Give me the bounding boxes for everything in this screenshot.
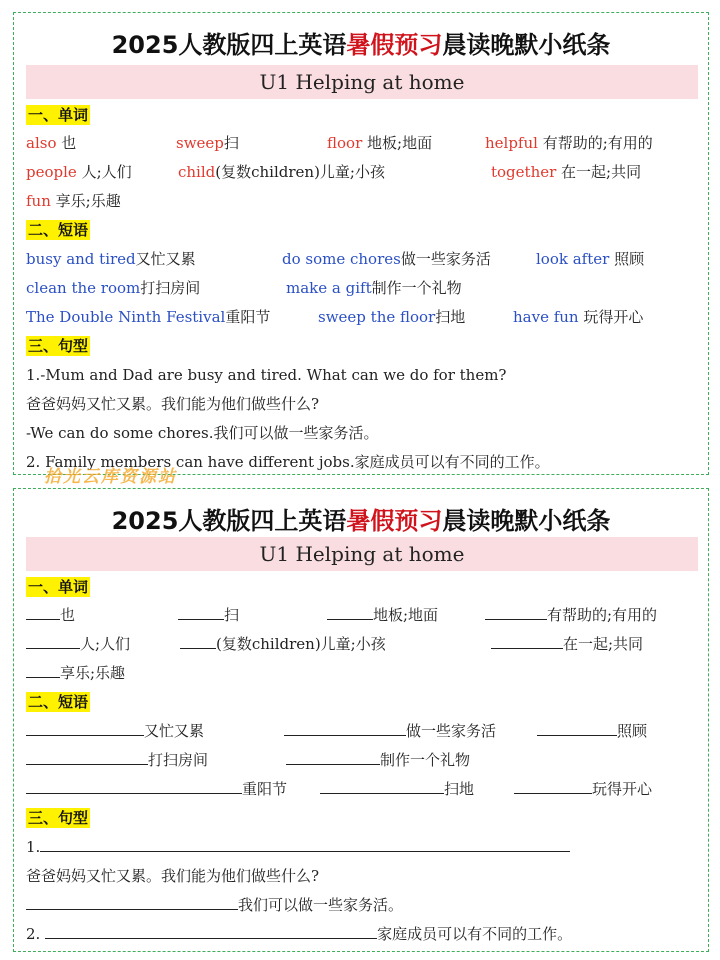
word-item: helpful 有帮助的;有用的 — [485, 134, 653, 152]
phrase-blank-item: 又忙又累 — [26, 721, 204, 741]
answer-blank[interactable] — [514, 779, 592, 794]
word-blank-item: 也 — [26, 605, 75, 625]
section-phrases-heading: 二、短语 — [28, 221, 89, 239]
answer-blank[interactable] — [45, 924, 377, 939]
answer-blank[interactable] — [26, 721, 144, 736]
word-blank-item: (复数children)儿童;小孩 — [180, 634, 386, 654]
answer-blank[interactable] — [537, 721, 617, 736]
word-item: together 在一起;共同 — [491, 163, 642, 181]
card-title — [14, 501, 708, 536]
phrase-item: The Double Ninth Festival重阳节 — [26, 308, 271, 326]
watermark-text: 拾光云库资源站 — [44, 467, 177, 487]
word-item: floor 地板;地面 — [327, 134, 433, 152]
phrase-blank-item: 做一些家务活 — [284, 721, 496, 741]
answer-blank[interactable] — [180, 634, 216, 649]
phrase-blank-item: 打扫房间 — [26, 750, 208, 770]
answer-blank[interactable] — [26, 634, 80, 649]
phrase-blank-item: 照顾 — [537, 721, 647, 741]
word-item: fun 享乐;乐趣 — [26, 192, 121, 210]
unit-banner: U1 Helping at home — [26, 65, 698, 99]
answer-blank[interactable] — [26, 663, 60, 678]
title-highlight: 暑假预习 — [346, 31, 443, 59]
answer-blank[interactable] — [327, 605, 373, 620]
word-item: child(复数children)儿童;小孩 — [178, 163, 385, 181]
phrase-item: look after 照顾 — [536, 250, 645, 268]
word-blank-item: 在一起;共同 — [491, 634, 643, 654]
phrase-item: sweep the floor扫地 — [318, 308, 466, 326]
sentence-blank-line: 我们可以做一些家务活。 — [26, 895, 403, 915]
word-blank-item: 有帮助的;有用的 — [485, 605, 657, 625]
answer-blank[interactable] — [320, 779, 444, 794]
phrase-blank-item: 玩得开心 — [514, 779, 652, 799]
phrase-item: busy and tired又忙又累 — [26, 250, 196, 268]
phrase-blank-item: 制作一个礼物 — [286, 750, 470, 770]
study-card-answers — [13, 12, 709, 475]
title-text: 2025人教版四上英语 — [111, 31, 347, 59]
answer-blank[interactable] — [26, 895, 238, 910]
sentence-blank-line: 2. 家庭成员可以有不同的工作。 — [26, 925, 573, 943]
sentence-line: -We can do some chores.我们可以做一些家务活。 — [26, 424, 379, 442]
card-title — [14, 25, 708, 60]
answer-blank[interactable] — [26, 750, 148, 765]
section-words-heading: 一、单词 — [28, 578, 89, 596]
study-card-blanks — [13, 488, 709, 952]
answer-blank[interactable] — [284, 721, 406, 736]
phrase-item: make a gift制作一个礼物 — [286, 279, 462, 297]
word-item: sweep扫 — [176, 134, 239, 152]
word-blank-item: 扫 — [178, 605, 239, 625]
answer-blank[interactable] — [485, 605, 547, 620]
section-sentences-heading: 三、句型 — [28, 809, 89, 827]
title-text: 2025人教版四上英语 — [111, 507, 347, 535]
word-blank-item: 地板;地面 — [327, 605, 438, 625]
word-blank-item: 人;人们 — [26, 634, 130, 654]
answer-blank[interactable] — [26, 779, 242, 794]
unit-banner: U1 Helping at home — [26, 537, 698, 571]
sentence-blank-line: 1. — [26, 837, 570, 857]
section-sentences-heading: 三、句型 — [28, 337, 89, 355]
word-blank-item: 享乐;乐趣 — [26, 663, 125, 683]
sentence-line: 2. Family members can have different jobs.家庭成员可以有不同的工作。 — [26, 453, 550, 471]
phrase-blank-item: 重阳节 — [26, 779, 287, 799]
title-text-end: 晨读晚默小纸条 — [442, 31, 611, 59]
sentence-line: 爸爸妈妈又忙又累。我们能为他们做些什么? — [26, 867, 320, 885]
phrase-item: have fun 玩得开心 — [513, 308, 644, 326]
title-text-end: 晨读晚默小纸条 — [442, 507, 611, 535]
sentence-line: 爸爸妈妈又忙又累。我们能为他们做些什么? — [26, 395, 320, 413]
phrase-item: do some chores做一些家务活 — [282, 250, 491, 268]
phrase-item: clean the room打扫房间 — [26, 279, 201, 297]
word-item: also 也 — [26, 134, 77, 152]
phrase-blank-item: 扫地 — [320, 779, 474, 799]
word-item: people 人;人们 — [26, 163, 132, 181]
section-phrases-heading: 二、短语 — [28, 693, 89, 711]
answer-blank[interactable] — [178, 605, 224, 620]
sentence-line: 1.-Mum and Dad are busy and tired. What can we do for them? — [26, 366, 507, 384]
title-highlight: 暑假预习 — [346, 507, 443, 535]
answer-blank[interactable] — [491, 634, 563, 649]
answer-blank[interactable] — [40, 837, 570, 852]
answer-blank[interactable] — [26, 605, 60, 620]
answer-blank[interactable] — [286, 750, 380, 765]
section-words-heading: 一、单词 — [28, 106, 89, 124]
